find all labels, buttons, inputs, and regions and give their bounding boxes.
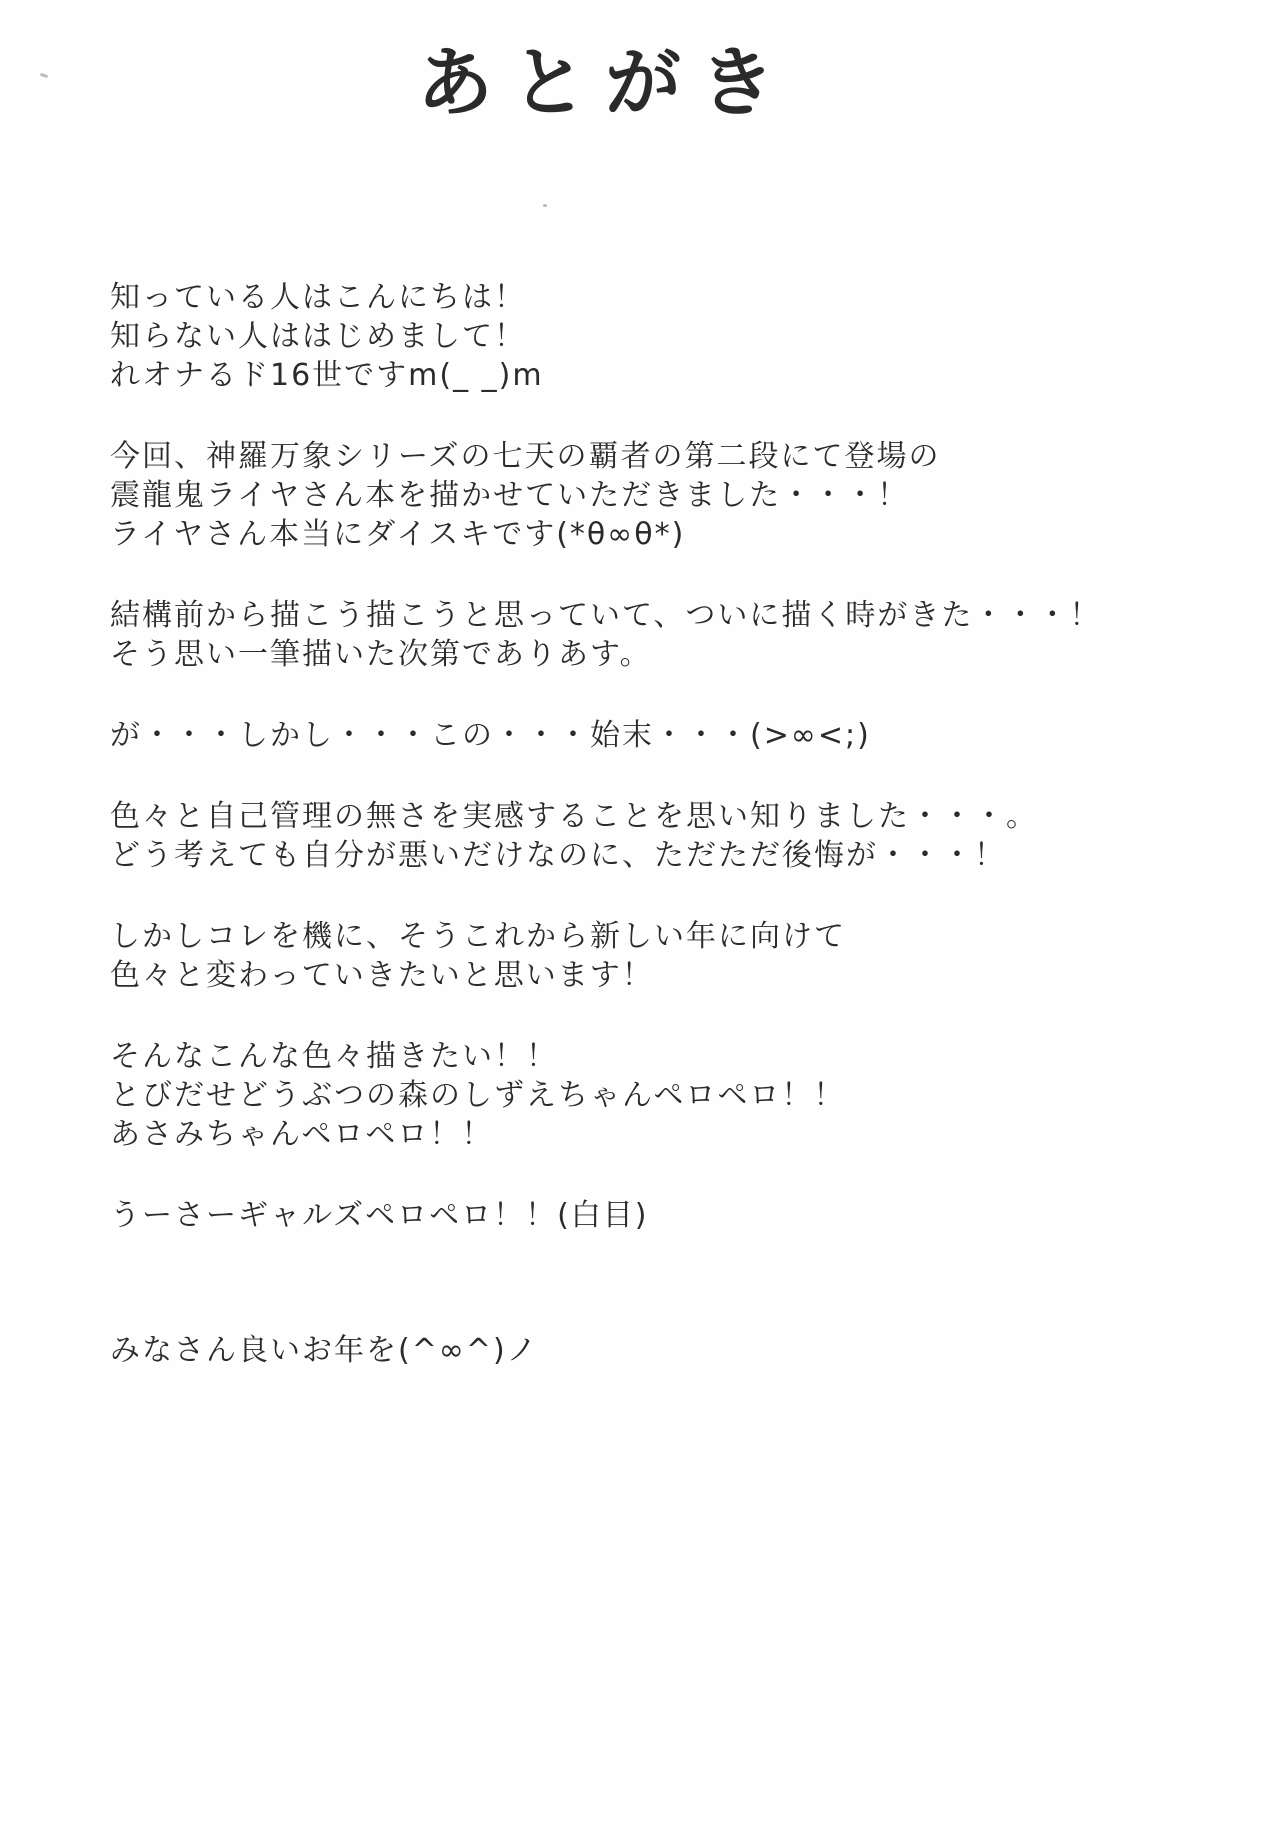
paragraph-usagals: [110, 1196, 1220, 1235]
text-line: 結構前から描こう描こうと思っていて、ついに描く時がきた・・・！: [110, 598, 1102, 633]
text-line: が・・・しかし・・・この・・・始末・・・(>∞<;): [110, 718, 871, 753]
text-line: れオナるド16世ですm(_ _)m: [110, 358, 544, 393]
paragraph-greeting: [110, 278, 1220, 395]
paragraph-book-intro: [110, 437, 1220, 554]
text-line: 知らない人ははじめまして！: [110, 319, 526, 354]
paragraph-want-to-draw: [110, 1037, 1220, 1154]
text-line: 色々と変わっていきたいと思います！: [110, 958, 654, 993]
text-line: そんなこんな色々描きたい！！: [110, 1039, 558, 1074]
text-line: みなさん良いお年を(^∞^)ノ: [110, 1333, 539, 1368]
afterword-body: [110, 278, 1220, 1412]
text-line: とびだせどうぶつの森のしずえちゃんペロペロ！！: [110, 1078, 846, 1113]
text-line: うーさーギャルズペロペロ！！(白目): [110, 1198, 649, 1233]
text-line: 色々と自己管理の無さを実感することを思い知りました・・・。: [110, 799, 1038, 834]
text-line: 知っている人はこんにちは！: [110, 280, 526, 315]
paragraph-closing: [110, 1331, 1220, 1370]
paragraph-however: [110, 716, 1220, 755]
text-line: しかしコレを機に、そうこれから新しい年に向けて: [110, 919, 846, 954]
text-line: そう思い一筆描いた次第でありあす。: [110, 637, 652, 672]
text-line: 今回、神羅万象シリーズの七天の覇者の第二段にて登場の: [110, 439, 941, 474]
paragraph-regret: [110, 797, 1220, 875]
text-line: ライヤさん本当にダイスキです(*θ∞θ*): [110, 517, 686, 552]
text-line: あさみちゃんペロペロ！！: [110, 1117, 494, 1152]
text-line: 震龍鬼ライヤさん本を描かせていただきました・・・！: [110, 478, 910, 513]
paragraph-new-year-resolution: [110, 917, 1220, 995]
scan-speck: [543, 204, 547, 207]
page-title: あとがき: [417, 38, 793, 127]
text-line: どう考えても自分が悪いだけなのに、ただただ後悔が・・・！: [110, 838, 1006, 873]
paragraph-long-awaited: [110, 596, 1220, 674]
